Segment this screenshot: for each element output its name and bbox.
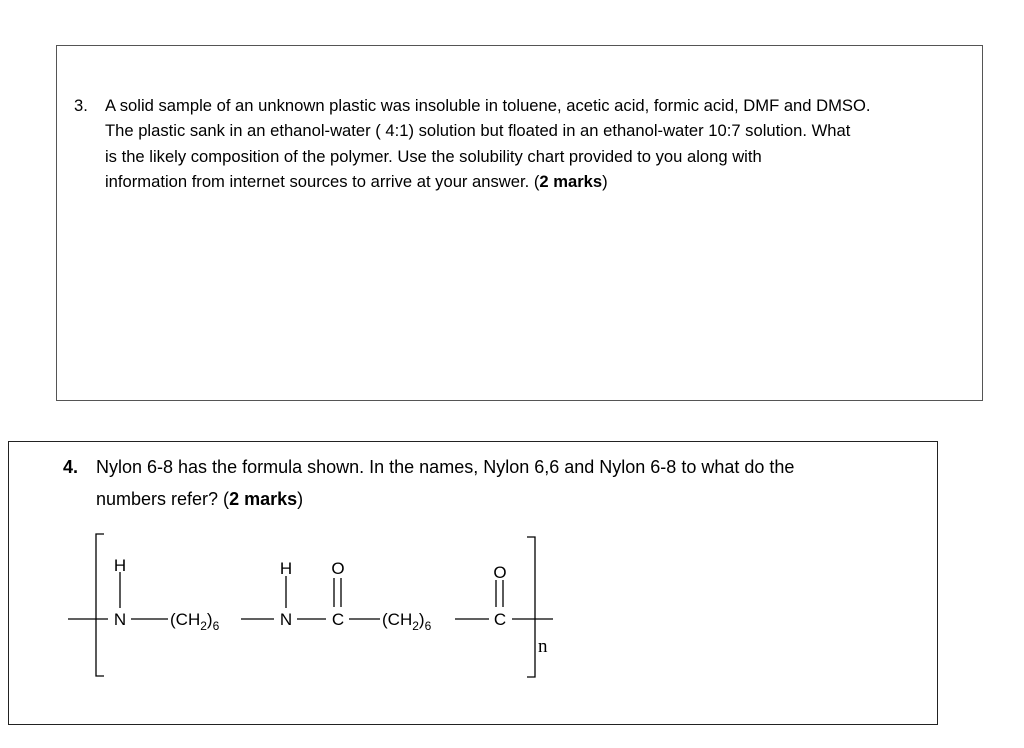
- right-bracket: [527, 537, 535, 677]
- marks-close: ): [602, 171, 608, 191]
- atom-h: H: [113, 556, 127, 575]
- atom-c: C: [331, 610, 345, 629]
- group-count: 6: [212, 619, 220, 633]
- group-subscript: 2: [200, 619, 207, 633]
- question-3-line: is the likely composition of the polymer. Use the solubility chart provided to you along with: [105, 146, 762, 166]
- group-count: 6: [424, 619, 432, 633]
- atom-c: C: [493, 610, 507, 629]
- methylene-group: [382, 610, 432, 633]
- question-3-line: The plastic sank in an ethanol-water ( 4:1) solution but floated in an ethanol-water 10:7 solution. What: [105, 121, 851, 141]
- question-4-line: Nylon 6-8 has the formula shown. In the names, Nylon 6,6 and Nylon 6-8 to what do the: [96, 457, 795, 477]
- question-3-line-text: information from internet sources to arrive at your answer.: [105, 171, 534, 191]
- group-prefix: (CH: [170, 610, 201, 629]
- question-3-line: A solid sample of an unknown plastic was insoluble in toluene, acetic acid, formic acid, DMF and DMSO.: [105, 96, 871, 115]
- atom-n: N: [113, 610, 127, 629]
- question-4-number: 4.: [63, 457, 79, 477]
- group-subscript: 2: [412, 619, 419, 633]
- atom-h: H: [279, 559, 293, 578]
- question-3-number: 3.: [74, 96, 88, 115]
- atom-o: O: [493, 563, 507, 582]
- group-close: ): [418, 610, 425, 629]
- group-prefix: (CH: [382, 610, 413, 629]
- question-4-marks: 2 marks: [229, 489, 298, 509]
- atom-o: O: [331, 559, 345, 578]
- group-close: ): [206, 610, 213, 629]
- repeat-count-label: n: [538, 636, 548, 657]
- methylene-group: [170, 610, 220, 633]
- atom-n: N: [279, 610, 293, 629]
- marks-open: (: [533, 171, 540, 191]
- question-4-line-text: numbers refer? (: [96, 489, 230, 509]
- left-bracket: [96, 534, 104, 676]
- question-3-marks: 2 marks: [539, 171, 603, 191]
- marks-close: ): [297, 489, 304, 509]
